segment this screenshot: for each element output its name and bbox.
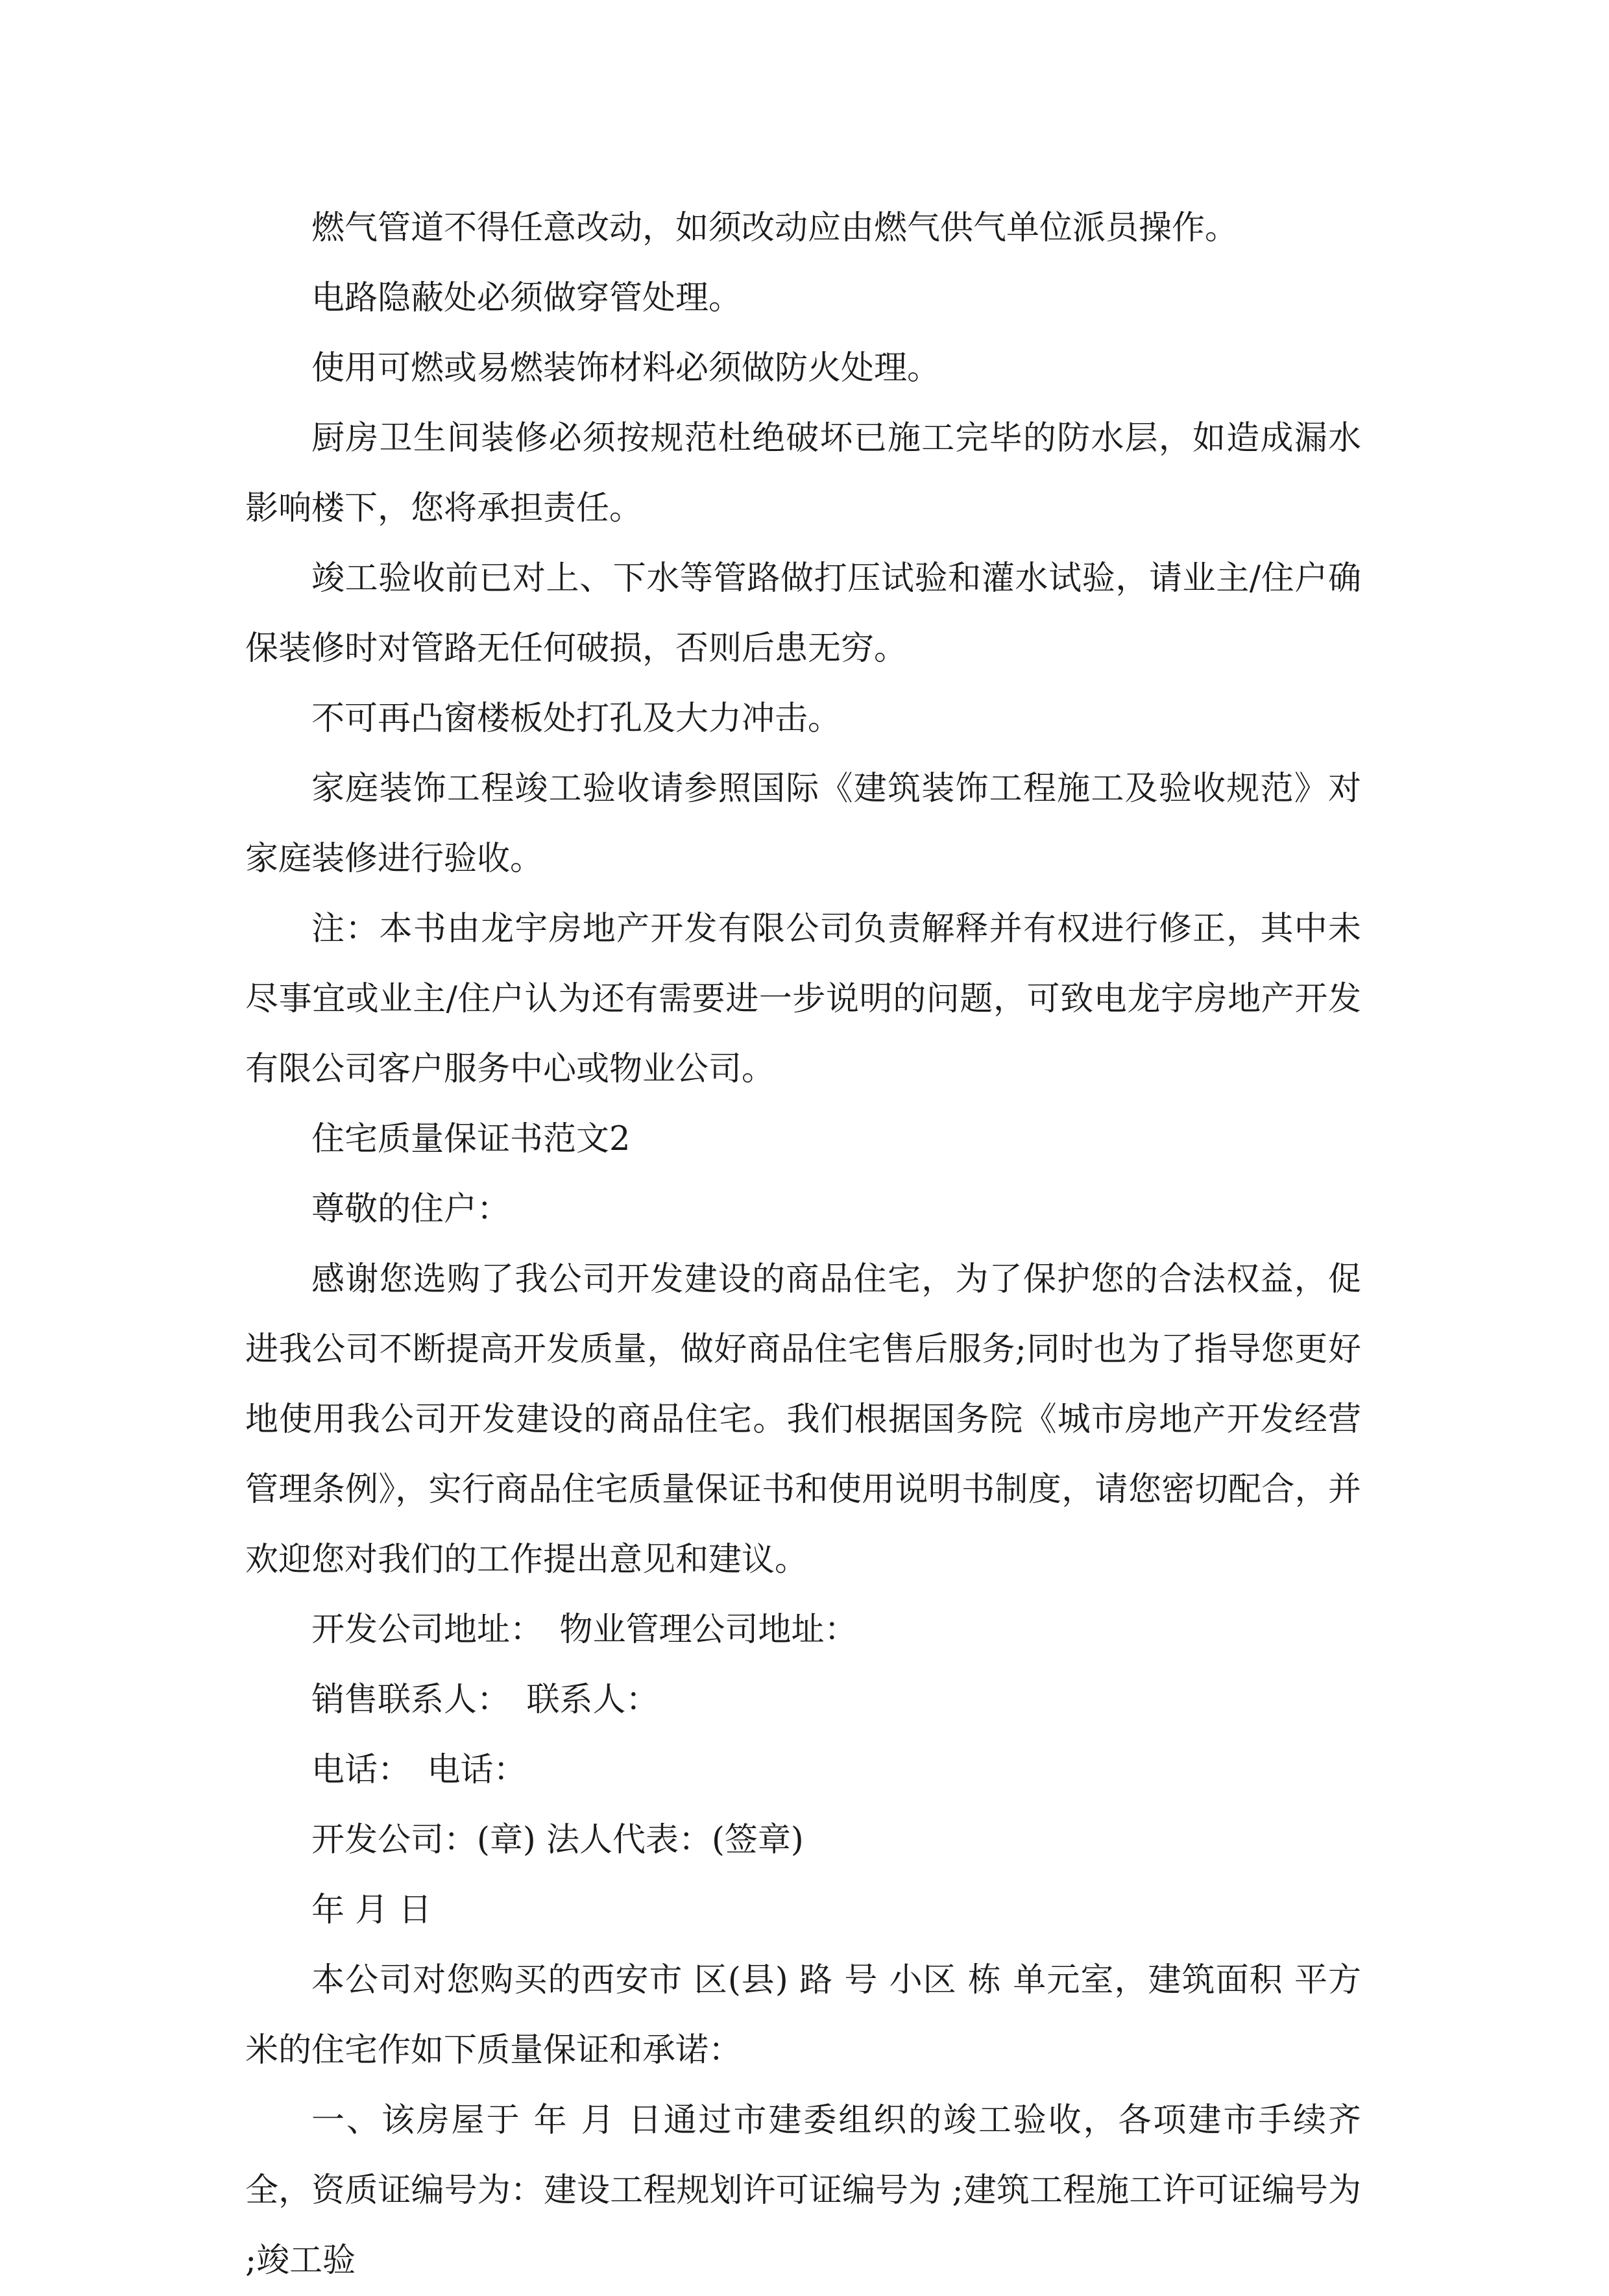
paragraph-wiring: 电路隐蔽处必须做穿管处理。 [311, 279, 742, 317]
paragraph-note: 注：本书由龙宇房地产开发有限公司负责解释并有权进行修正，其中未尽事宜或业主/住户认为还有需要进一步说明的问题，可致电龙宇房地产开发有限公司客户服务中心或物业公司。 [245, 910, 1361, 1088]
signature-line: 开发公司：(章) 法人代表：(签章) [311, 1821, 804, 1859]
paragraph-pressure-test: 竣工验收前已对上、下水等管路做打压试验和灌水试验，请业主/住户确保装修时对管路无任何破损，否则后患无穷。 [245, 559, 1361, 668]
paragraph-acceptance-standard: 家庭装饰工程竣工验收请参照国际《建筑装饰工程施工及验收规范》对家庭装修进行验收。 [245, 770, 1361, 878]
paragraph-clause-one: 一、该房屋于 年 月 日通过市建委组织的竣工验收，各项建市手续齐全，资质证编号为：建设工程规划许可证编号为 ;建筑工程施工许可证编号为 ;竣工验 [245, 2101, 1361, 2280]
section-title: 住宅质量保证书范文2 [311, 1120, 631, 1158]
paragraph-gas-pipe: 燃气管道不得任意改动，如须改动应由燃气供气单位派员操作。 [311, 209, 1239, 247]
paragraph-intro: 感谢您选购了我公司开发建设的商品住宅，为了保护您的合法权益，促进我公司不断提高开发质量，做好商品住宅售后服务;同时也为了指导您更好地使用我公司开发建设的商品住宅。我们根据国务院《城市房地产开发经营管理条例》，实行商品住宅质量保证书和使用说明书制度，请您密切配合，并欢迎您对我们的工作提出意见和建议。 [245, 1260, 1361, 1579]
salutation: 尊敬的住户： [311, 1190, 511, 1228]
paragraph-fireproofing: 使用可燃或易燃装饰材料必须做防火处理。 [311, 349, 941, 387]
document-page [245, 193, 1361, 2296]
phone-line: 电话： 电话： [311, 1751, 527, 1789]
contact-line: 销售联系人： 联系人： [311, 1681, 659, 1719]
paragraph-guarantee: 本公司对您购买的西安市 区(县) 路 号 小区 栋 单元室，建筑面积 平方米的住宅作如下质量保证和承诺： [245, 1961, 1361, 2070]
date-line: 年 月 日 [311, 1891, 432, 1929]
paragraph-bay-window: 不可再凸窗楼板处打孔及大力冲击。 [311, 700, 841, 738]
paragraph-waterproofing: 厨房卫生间装修必须按规范杜绝破坏已施工完毕的防水层，如造成漏水影响楼下，您将承担责任。 [245, 419, 1361, 528]
address-line: 开发公司地址： 物业管理公司地址： [311, 1611, 858, 1649]
